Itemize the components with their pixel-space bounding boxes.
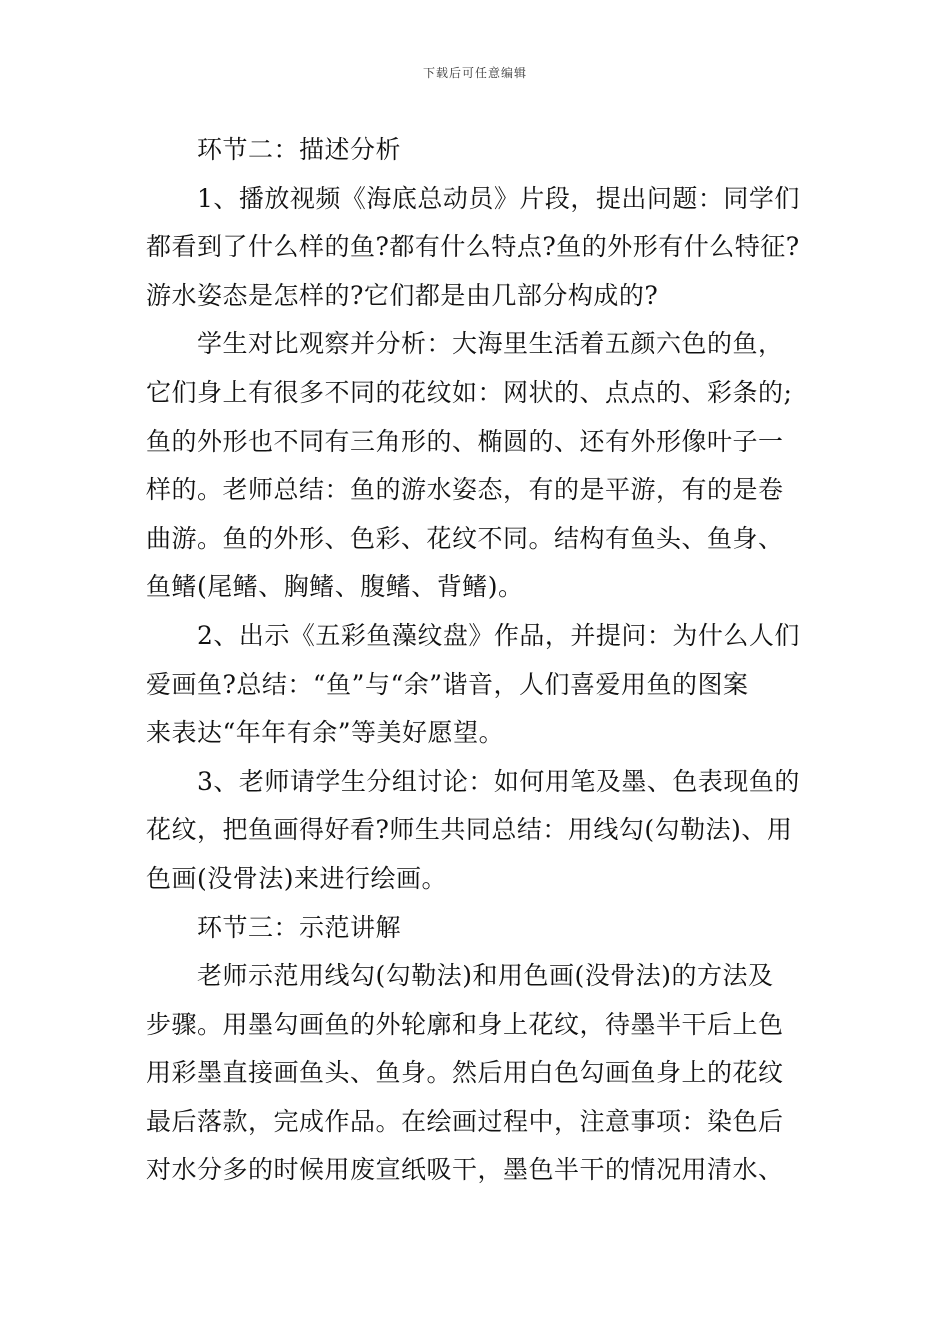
page-header: 下载后可任意编辑: [422, 66, 527, 80]
text-line: 来表达“年年有余”等美好愿望。: [146, 718, 505, 748]
text-line: 它们身上有很多不同的花纹如：网状的、点点的、彩条的;: [146, 377, 793, 407]
body-text: [146, 126, 810, 1195]
text-line: 环节二：描述分析: [197, 135, 402, 164]
text-line: 色画(没骨法)来进行绘画。: [146, 863, 448, 893]
text-line: 鱼鳍(尾鳍、胸鳍、腹鳍、背鳍)。: [146, 572, 524, 602]
text-line: 最后落款，完成作品。在绘画过程中，注意事项：染色后: [146, 1106, 784, 1136]
text-line: 爱画鱼?总结：“鱼”与“余”谐音，人们喜爱用鱼的图案: [146, 669, 749, 699]
text-line: 鱼的外形也不同有三角形的、椭圆的、还有外形像叶子一: [146, 426, 784, 456]
text-line: 都看到了什么样的鱼?都有什么特点?鱼的外形有什么特征?: [146, 232, 800, 262]
text-line: 用彩墨直接画鱼头、鱼身。然后用白色勾画鱼身上的花纹: [146, 1058, 784, 1088]
text-line: 样的。老师总结：鱼的游水姿态，有的是平游，有的是卷: [146, 475, 784, 505]
text-line: 环节三：示范讲解: [197, 912, 402, 942]
text-line: 步骤。用墨勾画鱼的外轮廓和身上花纹，待墨半干后上色: [146, 1009, 784, 1039]
text-line: 曲游。鱼的外形、色彩、花纹不同。结构有鱼头、鱼身、: [146, 523, 784, 553]
text-line: 老师示范用线勾(勾勒法)和用色画(没骨法)的方法及: [197, 961, 774, 991]
text-line: 1、播放视频《海底总动员》片段，提出问题：同学们: [197, 183, 800, 213]
text-line: 游水姿态是怎样的?它们都是由几部分构成的?: [146, 280, 659, 310]
text-line: 对水分多的时候用废宣纸吸干，墨色半干的情况用清水、: [146, 1155, 784, 1185]
text-line: 2、出示《五彩鱼藻纹盘》作品，并提问：为什么人们: [197, 620, 800, 650]
text-line: 花纹，把鱼画得好看?师生共同总结：用线勾(勾勒法)、用: [146, 815, 793, 845]
text-line: 学生对比观察并分析：大海里生活着五颜六色的鱼，: [197, 329, 784, 359]
text-line: 3、老师请学生分组讨论：如何用笔及墨、色表现鱼的: [197, 766, 800, 796]
